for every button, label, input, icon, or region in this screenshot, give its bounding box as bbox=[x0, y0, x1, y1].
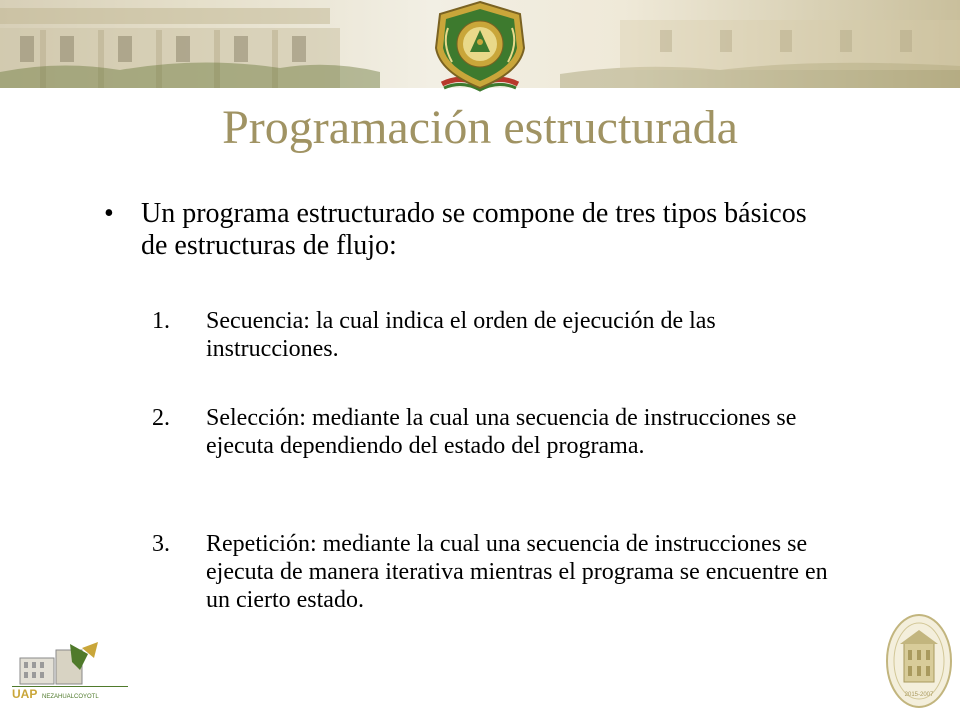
anniversary-seal-icon bbox=[884, 612, 954, 710]
svg-text:2015-2007: 2015-2007 bbox=[904, 692, 934, 698]
svg-text:NEZAHUALCOYOTL: NEZAHUALCOYOTL bbox=[42, 694, 99, 700]
bullet-text: Un programa estructurado se compone de tres tipos básicos de estructuras de flujo: bbox=[141, 198, 807, 261]
slide-title: Programación estructurada bbox=[222, 101, 738, 154]
uap-building-logo-icon bbox=[10, 640, 130, 702]
list-item-number: 2. bbox=[152, 405, 170, 431]
list-item-text: Secuencia: la cual indica el orden de ejecución de las instrucciones. bbox=[206, 308, 716, 362]
bullet-marker: • bbox=[104, 198, 114, 229]
list-item-text: Repetición: mediante la cual una secuencia de instrucciones se ejecuta de manera iterativa mientras el programa se encuentre en un cierto estado. bbox=[206, 531, 828, 613]
university-crest bbox=[422, 0, 538, 96]
crest-emblem-icon bbox=[422, 0, 538, 96]
uap-logo bbox=[10, 640, 130, 702]
list-item-number: 1. bbox=[152, 308, 170, 334]
svg-text:UAP: UAP bbox=[12, 687, 38, 701]
list-item-number: 3. bbox=[152, 531, 170, 557]
list-item-text: Selección: mediante la cual una secuencia de instrucciones se ejecuta dependiendo del estado del programa. bbox=[206, 405, 797, 459]
anniversary-seal bbox=[884, 612, 954, 710]
